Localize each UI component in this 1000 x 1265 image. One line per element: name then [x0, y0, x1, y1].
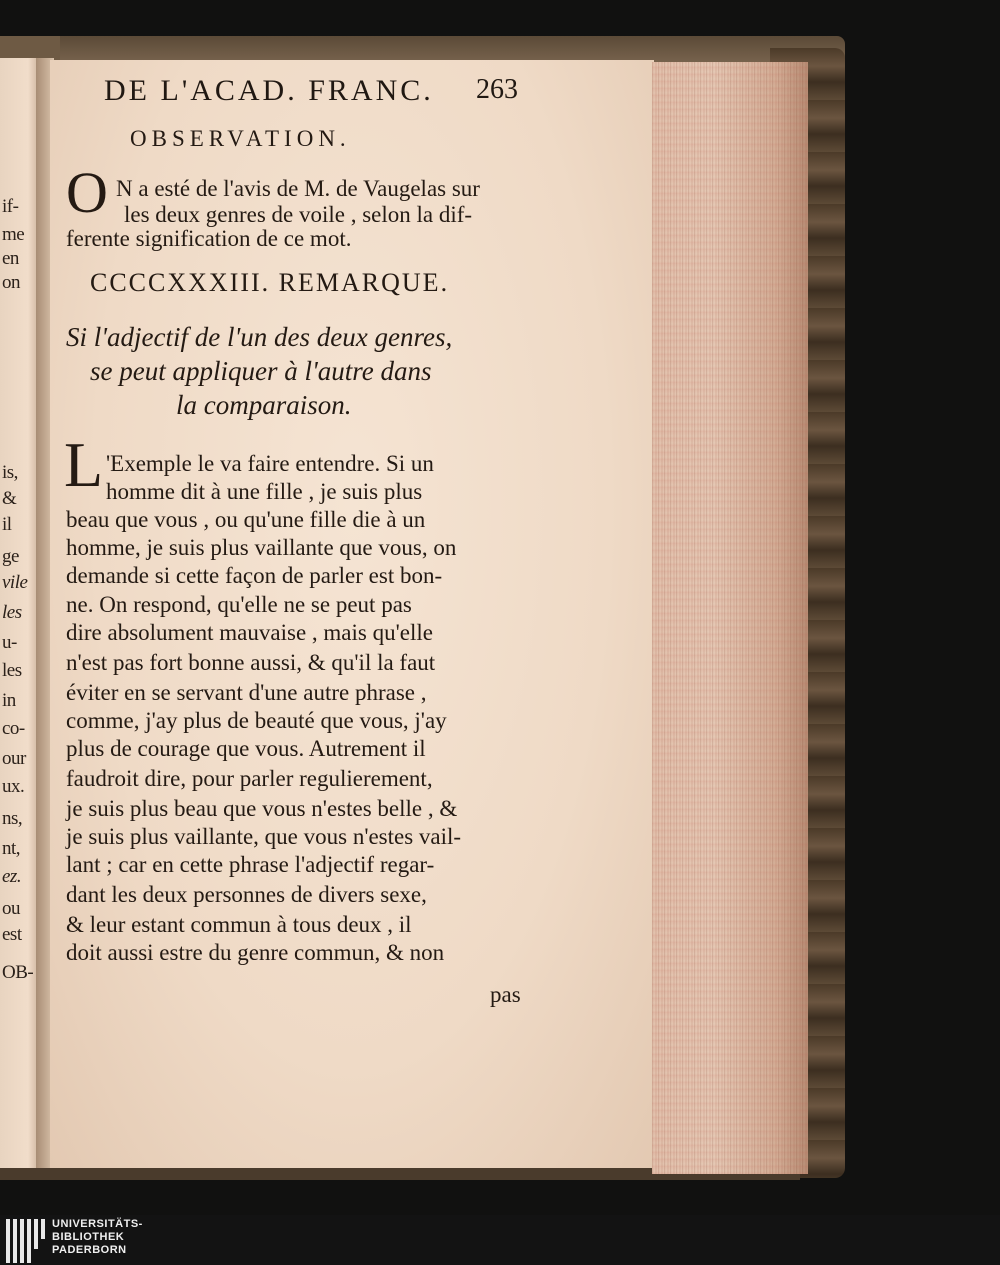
left-page-fragment: en — [2, 248, 19, 269]
body-line: dant les deux personnes de divers sexe, — [66, 882, 427, 907]
library-logo-text — [52, 1218, 143, 1257]
logo-line: BIBLIOTHEK — [52, 1231, 125, 1243]
page-number: 263 — [476, 74, 518, 105]
footer-bar — [0, 1215, 1000, 1265]
remarque-title-line: se peut appliquer à l'autre dans — [90, 356, 432, 386]
remarque-heading: CCCCXXXIII. REMARQUE. — [90, 268, 450, 297]
remarque-title-line: la comparaison. — [176, 390, 352, 420]
left-page-fragment: ux. — [2, 776, 25, 797]
left-page-fragment: co- — [2, 718, 25, 739]
left-page-fragment: ou — [2, 898, 20, 919]
body-line: beau que vous , ou qu'une fille die à un — [66, 507, 426, 532]
body-line: & leur estant commun à tous deux , il — [66, 912, 412, 937]
left-page-fragment: u- — [2, 632, 17, 653]
logo-line: UNIVERSITÄTS- — [52, 1218, 143, 1230]
left-page-fragment: if- — [2, 196, 19, 217]
left-page-fragment: is, — [2, 462, 18, 483]
left-page-fragment: ns, — [2, 808, 23, 829]
remarque-title-line: Si l'adjectif de l'un des deux genres, — [66, 322, 453, 352]
body-line: plus de courage que vous. Autrement il — [66, 736, 426, 761]
left-page-fragment: est — [2, 924, 22, 945]
left-page-fragment: me — [2, 224, 25, 245]
left-page-fragment: vile — [2, 572, 28, 593]
body-line: dire absolument mauvaise , mais qu'elle — [66, 620, 433, 645]
page-fore-edge — [652, 62, 808, 1174]
body-line: comme, j'ay plus de beauté que vous, j'ay — [66, 708, 447, 733]
left-page-fragment: & — [2, 488, 17, 509]
body-line: homme dit à une fille , je suis plus — [106, 479, 423, 504]
left-page-fragment: our — [2, 748, 26, 769]
body-line: demande si cette façon de parler est bon- — [66, 563, 443, 588]
left-page-fragment: nt, — [2, 838, 21, 859]
previous-page-edge — [0, 58, 40, 1168]
left-page-fragment: ge — [2, 546, 19, 567]
library-logo-icon — [6, 1219, 48, 1263]
body-line: je suis plus vaillante, que vous n'estes vail- — [66, 824, 462, 849]
left-page-fragment: il — [2, 514, 12, 535]
logo-line: PADERBORN — [52, 1244, 127, 1256]
observation-line: ferente signification de ce mot. — [66, 226, 352, 251]
left-page-fragment: OB- — [2, 962, 34, 983]
body-line: faudroit dire, pour parler regulierement, — [66, 766, 433, 791]
body-line: n'est pas fort bonne aussi, & qu'il la faut — [66, 650, 436, 675]
left-page-fragment: les — [2, 602, 22, 623]
left-page-fragment: on — [2, 272, 20, 293]
observation-line: N a esté de l'avis de M. de Vaugelas sur — [116, 176, 480, 201]
body-dropcap: L — [64, 429, 104, 500]
left-page-fragment: in — [2, 690, 16, 711]
observation-dropcap: O — [66, 160, 108, 225]
body-line: lant ; car en cette phrase l'adjectif regar- — [66, 852, 435, 877]
body-line: homme, je suis plus vaillante que vous, on — [66, 535, 457, 560]
observation-heading: OBSERVATION. — [130, 126, 351, 151]
left-page-fragment: ez. — [2, 866, 22, 887]
left-page-fragment: les — [2, 660, 22, 681]
body-line: doit aussi estre du genre commun, & non — [66, 940, 445, 965]
observation-line: les deux genres de voile , selon la dif- — [124, 202, 473, 227]
running-head: DE L'ACAD. FRANC. — [104, 74, 434, 107]
body-line: ne. On respond, qu'elle ne se peut pas — [66, 592, 412, 617]
body-line: 'Exemple le va faire entendre. Si un — [106, 451, 434, 476]
catchword: pas — [490, 982, 521, 1007]
body-line: éviter en se servant d'une autre phrase , — [66, 680, 427, 705]
body-line: je suis plus beau que vous n'estes belle , & — [66, 796, 458, 821]
